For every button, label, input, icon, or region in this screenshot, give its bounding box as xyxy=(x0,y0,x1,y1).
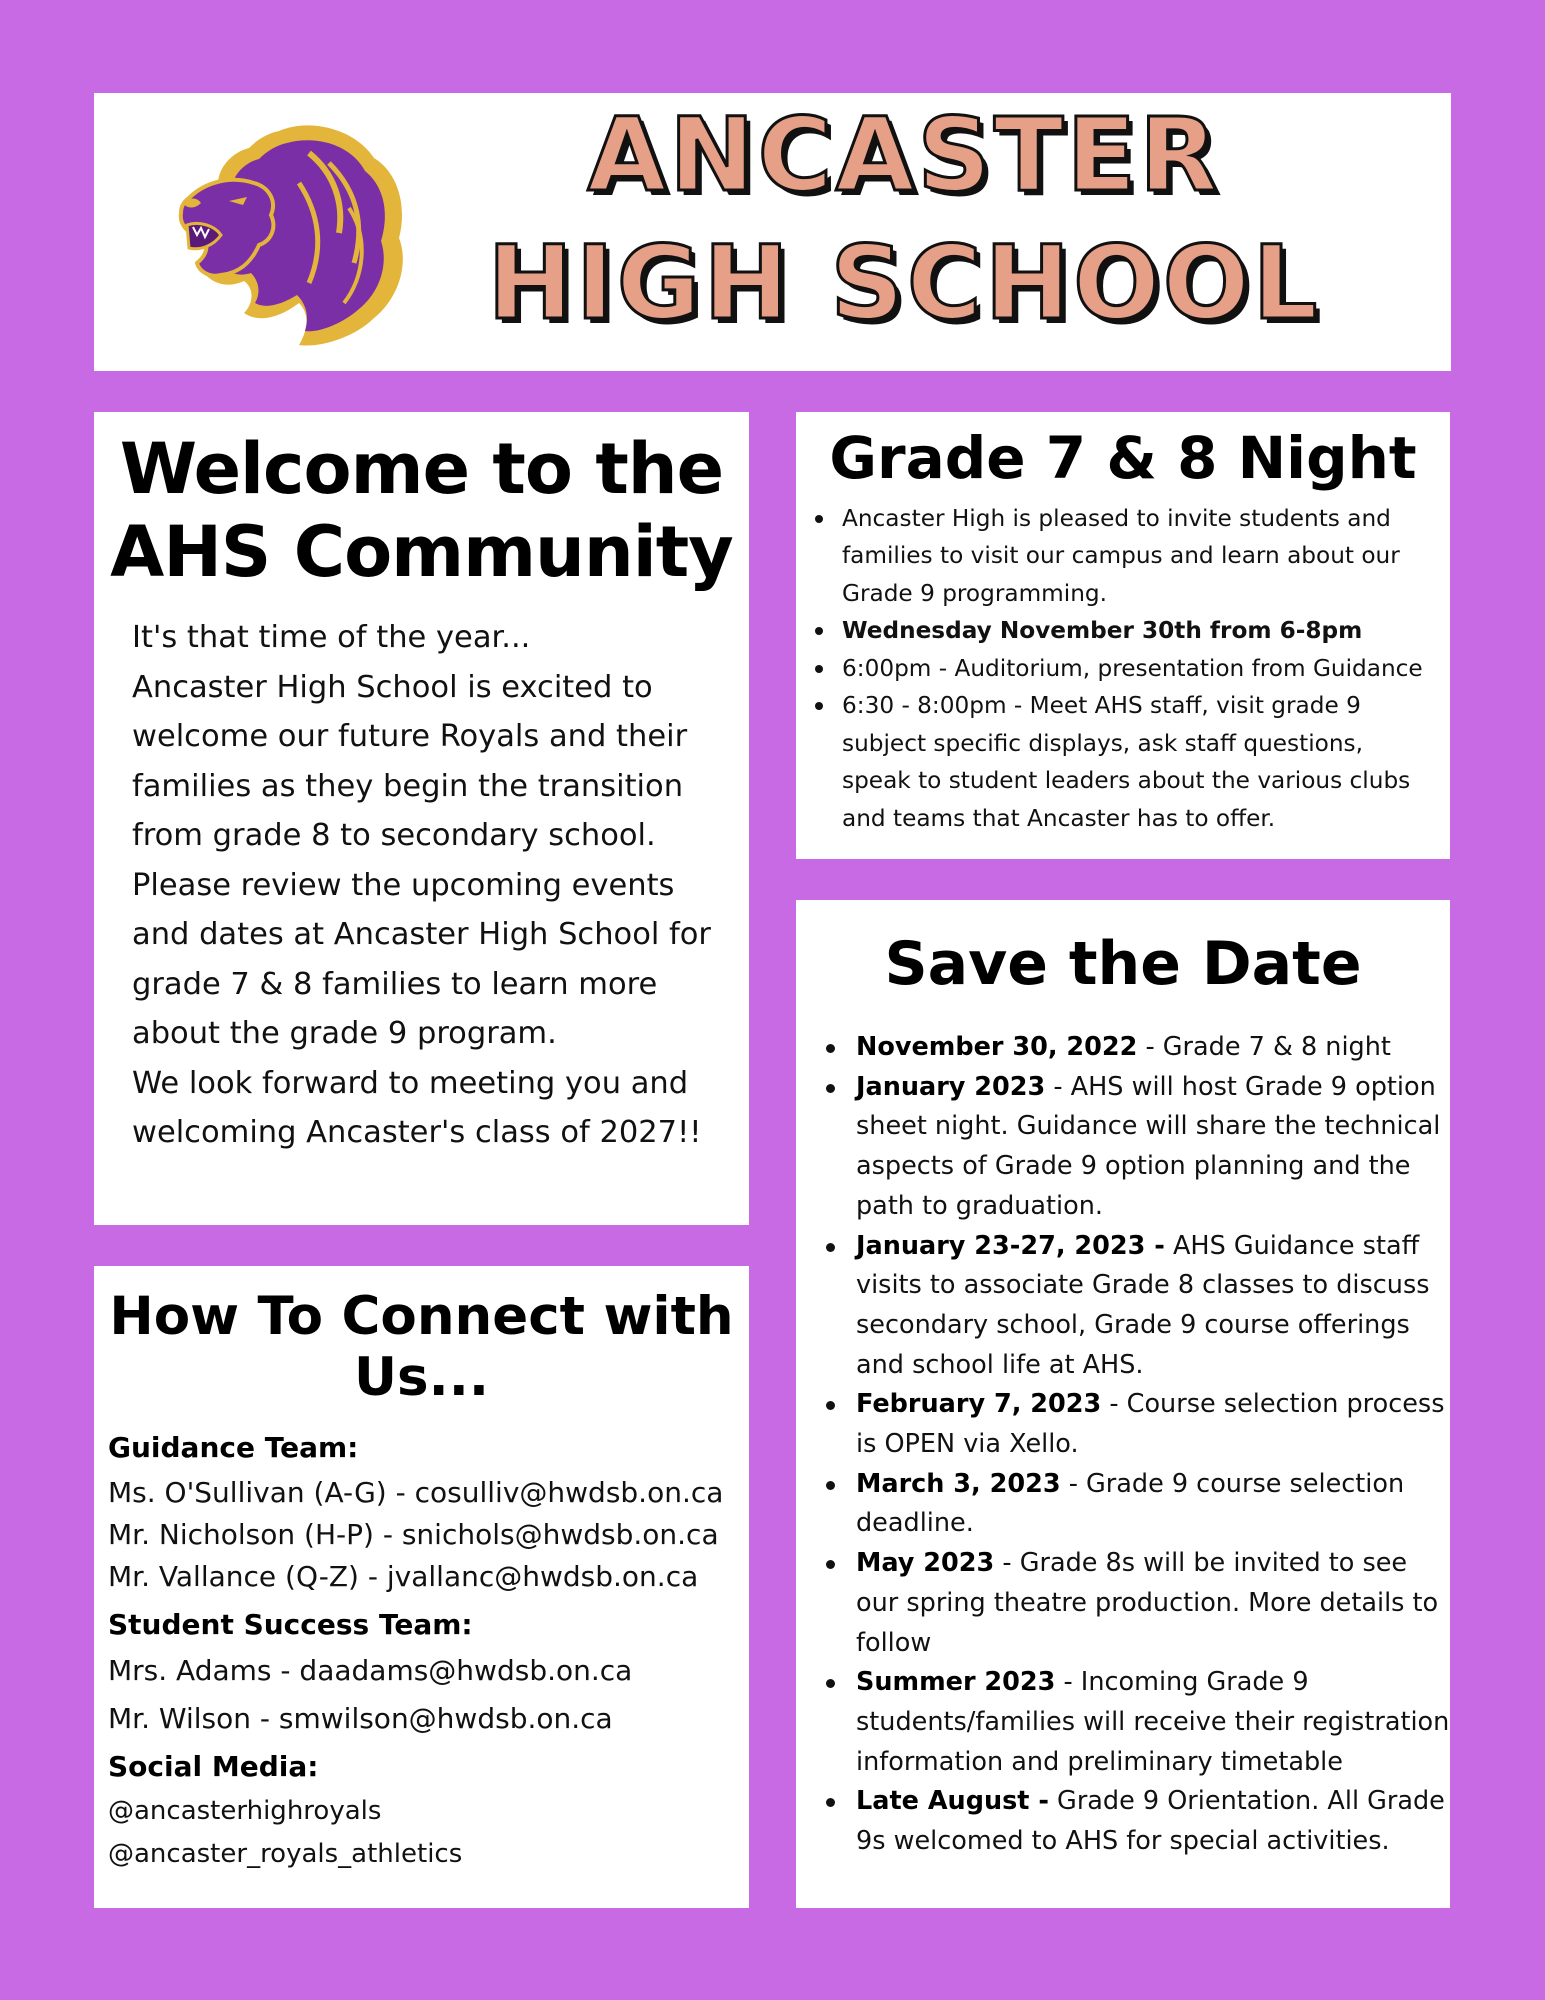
guidance-contact: Mr. Vallance (Q-Z) - jvallanc@hwdsb.on.ca xyxy=(108,1560,699,1593)
welcome-line: and dates at Ancaster High School for xyxy=(132,917,711,953)
event-text: students/families will receive their registration xyxy=(856,1706,1450,1737)
welcome-title xyxy=(94,428,749,593)
grade-night-title: Grade 7 & 8 Night xyxy=(829,424,1417,492)
welcome-panel xyxy=(94,412,749,1225)
welcome-line: families as they begin the transition xyxy=(132,768,684,804)
welcome-title-line: AHS Community xyxy=(110,510,733,593)
event-date: January 23-27, 2023 - xyxy=(856,1230,1165,1261)
list-item xyxy=(842,650,1450,688)
list-item xyxy=(856,1465,1450,1544)
event-text: follow xyxy=(856,1627,932,1658)
student-success-contact: Mr. Wilson - smwilson@hwdsb.on.ca xyxy=(108,1702,613,1735)
list-item xyxy=(856,1227,1450,1386)
welcome-line: Please review the upcoming events xyxy=(132,867,675,903)
list-item-line: 6:00pm - Auditorium, presentation from Guidance xyxy=(842,654,1423,682)
connect-panel xyxy=(94,1266,749,1908)
event-text: - Grade 8s will be invited to see xyxy=(994,1548,1408,1579)
list-item xyxy=(842,500,1450,613)
welcome-line: It's that time of the year... xyxy=(132,620,531,656)
list-item xyxy=(856,1544,1450,1663)
event-text: and school life at AHS. xyxy=(856,1349,1144,1380)
list-item xyxy=(842,612,1450,650)
event-text: - AHS will host Grade 9 option xyxy=(1045,1071,1436,1102)
event-text: 9s welcomed to AHS for special activities. xyxy=(856,1826,1390,1857)
welcome-body xyxy=(132,613,729,1158)
list-item-line: subject specific displays, ask staff questions, xyxy=(842,729,1363,757)
event-text: visits to associate Grade 8 classes to discuss xyxy=(856,1270,1430,1301)
list-item-line: speak to student leaders about the various clubs xyxy=(842,767,1411,795)
social-handle[interactable]: @ancaster_royals_athletics xyxy=(108,1839,463,1869)
event-date: January 2023 xyxy=(856,1071,1046,1102)
list-item-line: families to visit our campus and learn about our xyxy=(842,542,1400,570)
event-text: - Course selection process xyxy=(1101,1389,1445,1420)
event-text: aspects of Grade 9 option planning and the xyxy=(856,1151,1411,1182)
list-item-line: Ancaster High is pleased to invite students and xyxy=(842,504,1391,532)
header-banner xyxy=(94,93,1451,371)
welcome-line: from grade 8 to secondary school. xyxy=(132,818,656,854)
list-item xyxy=(856,1028,1450,1068)
social-handle[interactable]: @ancasterhighroyals xyxy=(108,1796,382,1826)
welcome-line: welcome our future Royals and their xyxy=(132,719,688,755)
event-date: Late August - xyxy=(856,1786,1049,1817)
welcome-line: Ancaster High School is excited to xyxy=(132,669,653,705)
list-item-line: and teams that Ancaster has to offer. xyxy=(842,804,1276,832)
event-date: Summer 2023 xyxy=(856,1667,1056,1698)
event-text: our spring theatre production. More details to xyxy=(856,1587,1439,1618)
grade-night-panel xyxy=(796,412,1450,859)
event-text: is OPEN via Xello. xyxy=(856,1429,1079,1460)
event-text: Grade 9 Orientation. All Grade xyxy=(1048,1786,1445,1817)
social-media-heading: Social Media: xyxy=(108,1750,319,1783)
list-item xyxy=(856,1782,1450,1861)
event-text: AHS Guidance staff xyxy=(1164,1230,1420,1261)
event-text: - Incoming Grade 9 xyxy=(1055,1667,1309,1698)
welcome-line: welcoming Ancaster's class of 2027!! xyxy=(132,1115,702,1151)
event-text: secondary school, Grade 9 course offerings xyxy=(856,1309,1410,1340)
list-item-line: 6:30 - 8:00pm - Meet AHS staff, visit grade 9 xyxy=(842,692,1361,720)
school-name-line2: HIGH SCHOOL xyxy=(487,224,1321,343)
event-date: May 2023 xyxy=(856,1548,995,1579)
save-the-date-title: Save the Date xyxy=(884,929,1362,999)
save-the-date-list xyxy=(796,1028,1450,1862)
list-item xyxy=(856,1068,1450,1227)
event-text: information and preliminary timetable xyxy=(856,1746,1343,1777)
list-item-line: Grade 9 programming. xyxy=(842,579,1107,607)
guidance-heading: Guidance Team: xyxy=(108,1431,359,1464)
list-item xyxy=(856,1663,1450,1782)
school-name-line1: ANCASTER xyxy=(587,96,1221,215)
event-text: - Grade 9 course selection xyxy=(1060,1468,1405,1499)
event-text: sheet night. Guidance will share the technical xyxy=(856,1111,1441,1142)
connect-title-line: How To Connect with xyxy=(109,1286,734,1347)
welcome-line: about the grade 9 program. xyxy=(132,1016,557,1052)
list-item xyxy=(842,687,1450,837)
connect-title-line: Us... xyxy=(354,1347,489,1409)
event-date: February 7, 2023 xyxy=(856,1389,1102,1420)
event-text: - Grade 7 & 8 night xyxy=(1137,1032,1391,1062)
connect-title xyxy=(94,1286,749,1409)
guidance-contact: Mr. Nicholson (H-P) - snichols@hwdsb.on.ca xyxy=(108,1518,719,1551)
lion-head-icon xyxy=(159,113,419,353)
student-success-heading: Student Success Team: xyxy=(108,1608,473,1641)
list-item-line: Wednesday November 30th from 6-8pm xyxy=(842,617,1363,645)
save-the-date-panel xyxy=(796,900,1450,1908)
welcome-line: We look forward to meeting you and xyxy=(132,1065,689,1101)
event-text: path to graduation. xyxy=(856,1190,1104,1221)
list-item xyxy=(856,1385,1450,1464)
event-date: November 30, 2022 xyxy=(856,1032,1138,1062)
welcome-line: grade 7 & 8 families to learn more xyxy=(132,966,658,1002)
event-date: March 3, 2023 xyxy=(856,1468,1061,1499)
welcome-title-line: Welcome to the xyxy=(119,428,724,510)
student-success-contact: Mrs. Adams - daadams@hwdsb.on.ca xyxy=(108,1654,633,1687)
event-text: deadline. xyxy=(856,1508,974,1539)
grade-night-list xyxy=(796,500,1450,838)
guidance-contact: Ms. O'Sullivan (A-G) - cosulliv@hwdsb.on.ca xyxy=(108,1476,724,1509)
